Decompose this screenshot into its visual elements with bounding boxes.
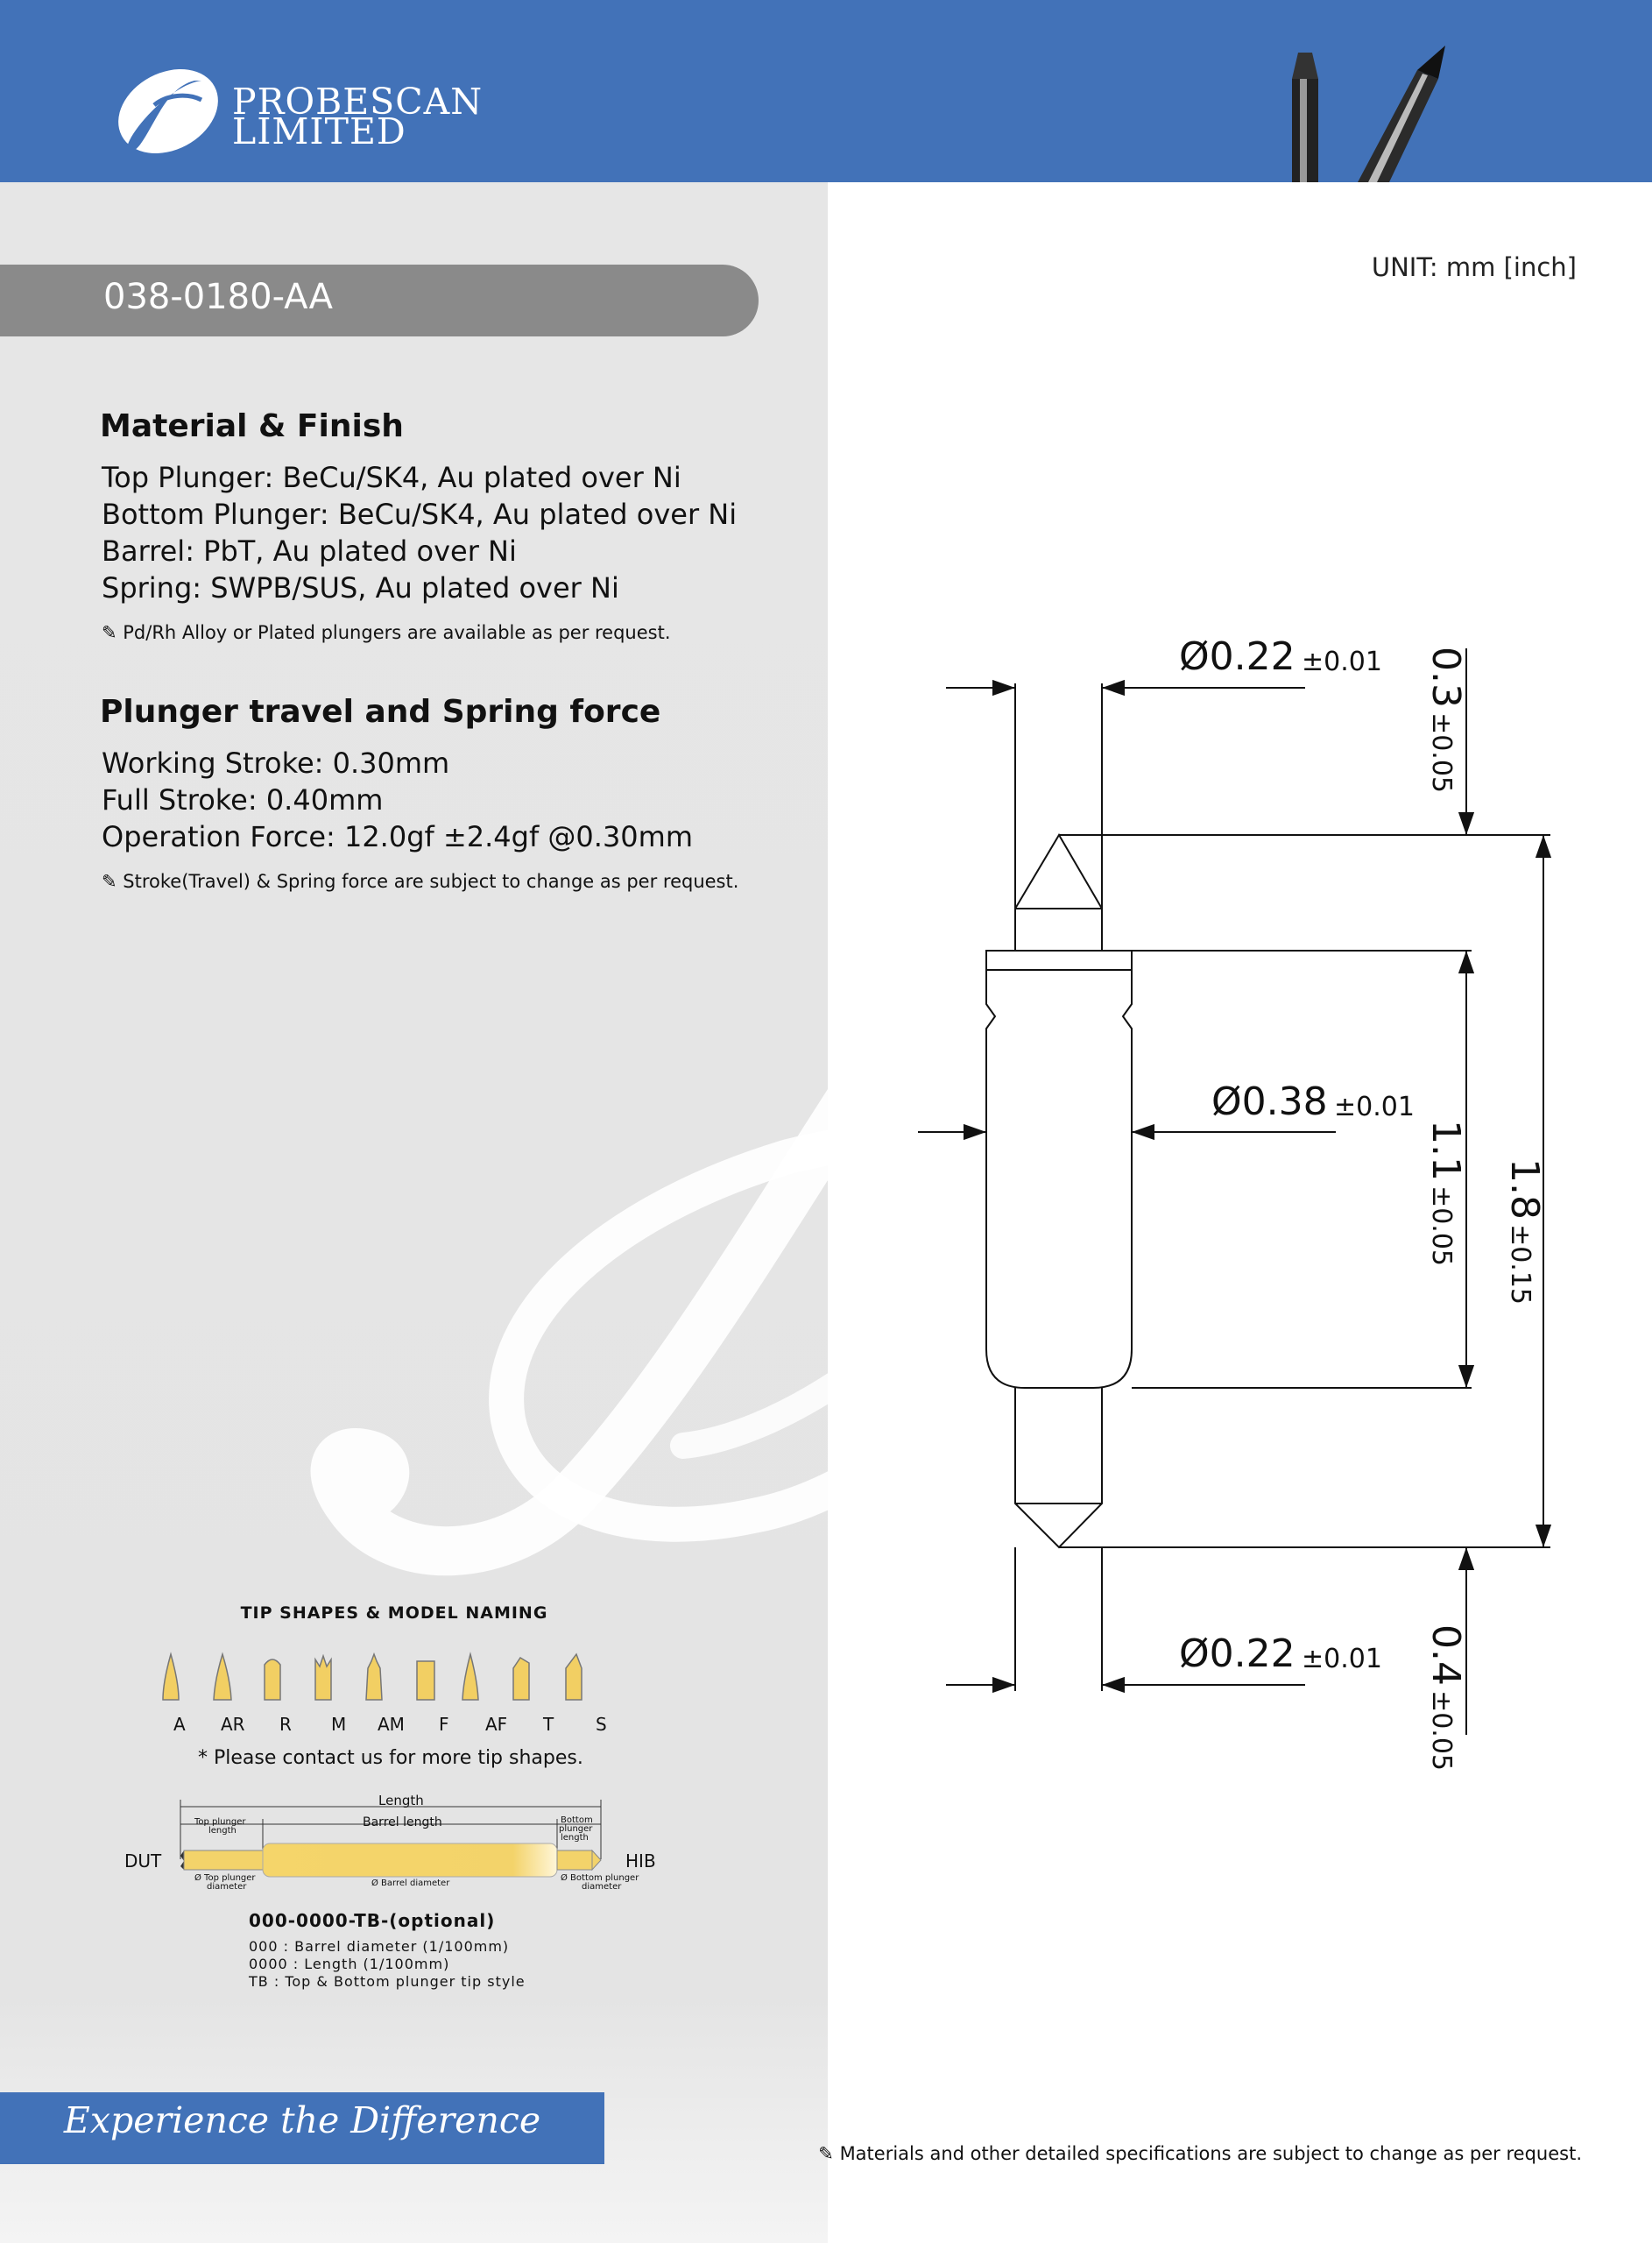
travel-full-stroke: Full Stroke: 0.40mm [102, 783, 384, 817]
diagram-bottom-plunger-diameter-2: diameter [582, 1882, 622, 1892]
top-diameter-tolerance: ±0.01 [1302, 647, 1382, 677]
diagram-bottom-plunger-length-2: plunger [559, 1824, 593, 1834]
tip-contact-note: * Please contact us for more tip shapes. [198, 1747, 583, 1769]
tip-ar-icon [214, 1654, 231, 1700]
material-note: ✎ Pd/Rh Alloy or Plated plungers are available as per request. [102, 622, 671, 643]
naming-line-length: 0000 : Length (1/100mm) [249, 1956, 450, 1972]
company-name-line1: PROBESCAN [232, 81, 484, 123]
diagram-bottom-plunger-length-3: length [561, 1833, 589, 1843]
tip-label-f: F [439, 1714, 449, 1735]
tip-label-ar: AR [221, 1714, 245, 1735]
bottom-diameter-value: Ø0.22 [1179, 1631, 1295, 1676]
tip-label-r: R [279, 1714, 292, 1735]
barrel-length-dimension [1423, 1120, 1468, 1266]
diagram-top-plunger-diameter-2: diameter [207, 1882, 247, 1892]
diagram-top-plunger-length-1: Top plunger [194, 1817, 246, 1827]
tip-f-icon [417, 1661, 434, 1700]
top-length-value: 0.3 [1423, 647, 1468, 708]
barrel-bar [263, 1843, 557, 1877]
travel-operation-force: Operation Force: 12.0gf ±2.4gf @0.30mm [102, 820, 693, 853]
barrel-diameter-tolerance: ±0.01 [1334, 1092, 1415, 1122]
material-line-spring: Spring: SWPB/SUS, Au plated over Ni [102, 571, 619, 605]
tip-am-icon [366, 1654, 382, 1700]
material-heading: Material & Finish [100, 408, 404, 444]
tip-af-icon [462, 1654, 478, 1700]
diagram-hib-label: HIB [625, 1850, 656, 1872]
barrel-length-value: 1.1 [1423, 1120, 1468, 1181]
tip-a-icon [163, 1654, 179, 1700]
material-line-barrel: Barrel: PbT, Au plated over Ni [102, 534, 517, 568]
tip-t-icon [513, 1658, 529, 1700]
part-number: 038-0180-AA [103, 277, 333, 317]
material-line-bottom-plunger: Bottom Plunger: BeCu/SK4, Au plated over Ni [102, 498, 738, 531]
tip-m-icon [315, 1656, 331, 1700]
diagram-barrel-length-label: Barrel length [363, 1815, 442, 1829]
tip-shapes-row [158, 1647, 718, 1717]
tip-label-t: T [543, 1714, 554, 1735]
top-plunger-bar [184, 1850, 263, 1870]
footer-note: ✎ Materials and other detailed specifications are subject to change as per request. [818, 2143, 1582, 2164]
diagram-dut-label: DUT [124, 1850, 162, 1872]
total-length-dimension [1502, 1158, 1547, 1305]
travel-heading: Plunger travel and Spring force [100, 694, 661, 730]
diagram-bottom-plunger-length-1: Bottom [561, 1815, 593, 1825]
naming-line-tb: TB : Top & Bottom plunger tip style [249, 1973, 526, 1990]
tip-s-icon [566, 1654, 582, 1700]
hib-tip-icon [592, 1850, 601, 1870]
top-diameter-value: Ø0.22 [1179, 634, 1295, 679]
material-line-top-plunger: Top Plunger: BeCu/SK4, Au plated over Ni [102, 461, 681, 494]
total-length-tolerance: ±0.15 [1505, 1224, 1536, 1305]
bottom-plunger-bar [557, 1850, 592, 1870]
bottom-length-tolerance: ±0.05 [1426, 1690, 1457, 1772]
diagram-top-plunger-length-2: length [208, 1826, 237, 1836]
diagram-barrel-diameter-label: Ø Barrel diameter [371, 1879, 450, 1888]
naming-format: 000-0000-TB-(optional) [249, 1910, 496, 1931]
company-name-line2: LIMITED [232, 110, 406, 152]
tagline: Experience the Difference [63, 2099, 541, 2141]
tip-label-am: AM [378, 1714, 405, 1735]
unit-label: UNIT: mm [inch] [1371, 252, 1577, 282]
naming-line-barrel: 000 : Barrel diameter (1/100mm) [249, 1938, 510, 1955]
barrel-length-tolerance: ±0.05 [1426, 1185, 1457, 1267]
dut-tip-icon [180, 1850, 184, 1870]
bottom-length-dimension [1423, 1624, 1468, 1771]
diagram-bottom-plunger-diameter-1: Ø Bottom plunger [561, 1873, 639, 1883]
bottom-diameter-tolerance: ±0.01 [1302, 1644, 1382, 1674]
tip-label-s: S [596, 1714, 607, 1735]
tip-label-m: M [331, 1714, 347, 1735]
tip-r-icon [265, 1659, 280, 1700]
travel-working-stroke: Working Stroke: 0.30mm [102, 746, 450, 780]
barrel-diameter-value: Ø0.38 [1211, 1079, 1328, 1124]
bottom-length-value: 0.4 [1423, 1624, 1468, 1686]
travel-note: ✎ Stroke(Travel) & Spring force are subject to change as per request. [102, 871, 739, 892]
total-length-value: 1.8 [1502, 1158, 1547, 1220]
top-length-tolerance: ±0.05 [1426, 712, 1457, 794]
tip-label-a: A [173, 1714, 186, 1735]
diagram-length-label: Length [378, 1793, 424, 1808]
diagram-top-plunger-diameter-1: Ø Top plunger [194, 1873, 256, 1883]
tip-label-af: AF [485, 1714, 508, 1735]
top-length-dimension [1423, 647, 1468, 793]
tip-shapes-title: TIP SHAPES & MODEL NAMING [240, 1603, 548, 1623]
